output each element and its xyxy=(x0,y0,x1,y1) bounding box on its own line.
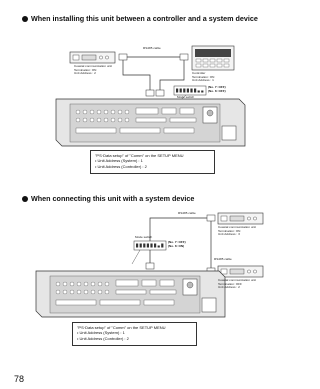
recorder-unit-2 xyxy=(36,271,225,317)
coaxial-unit-device-2 xyxy=(218,213,263,224)
section1-heading: When installing this unit between a controller and a system device xyxy=(22,14,258,23)
rs485-connector-3 xyxy=(207,215,215,221)
mode-switch-label-2: Mode switch xyxy=(135,235,153,239)
rs485-port-3 xyxy=(146,263,154,269)
coaxial-unit-device-1 xyxy=(70,52,115,63)
section2-heading: When connecting this unit with a system device xyxy=(22,194,194,203)
rs485-cable-label-1: RS485 cable xyxy=(143,46,161,50)
switch-state-labels-2: (No. 7: OFF) (No. 8: ON) xyxy=(168,240,186,248)
page-number: 78 xyxy=(14,374,25,384)
setup-note-2: "PS·Data setup" of "Comm" on the SETUP MENU • Unit Address (System) : 1 • Unit Address (Controller) : 2 xyxy=(72,322,197,346)
rs485-connector-2 xyxy=(180,54,188,60)
coaxial-unit-label-3: Coaxial communication unit Termination: OFF Unit Address : 2 xyxy=(218,278,256,290)
mode-switch-callout-2 xyxy=(132,241,166,264)
coaxial-unit-label-1: Coaxial communication unit Termination: ON Unit Address : 2 xyxy=(74,64,112,76)
controller-device xyxy=(192,46,234,70)
cable-to-unit-1 xyxy=(123,60,150,92)
mode-switch-label-1: Mode switch xyxy=(177,95,195,99)
setup-note-1: "PS·Data setup" of "Comm" on the SETUP MENU • Unit Address (System) : 1 • Unit Address (Controller) : 2 xyxy=(90,150,215,174)
rs485-port-1 xyxy=(146,90,154,96)
bullet-icon xyxy=(22,196,28,202)
rs485-cable-label-3: RS485 cable xyxy=(214,257,232,261)
coaxial-unit-label-2: Coaxial communication unit Termination: ON Unit Address : 3 xyxy=(218,225,256,237)
switch-state-labels-1: (No. 7: OFF) (No. 8: OFF) xyxy=(208,85,226,93)
rs485-connector-1 xyxy=(119,54,127,60)
controller-label: Controller Termination: ON Unit Address : 1 xyxy=(192,71,215,83)
recorder-unit-1 xyxy=(56,99,245,146)
coaxial-unit-device-3 xyxy=(218,266,263,277)
rs485-cable-label-2: RS485 cable xyxy=(178,211,196,215)
rs485-port-2 xyxy=(156,90,164,96)
